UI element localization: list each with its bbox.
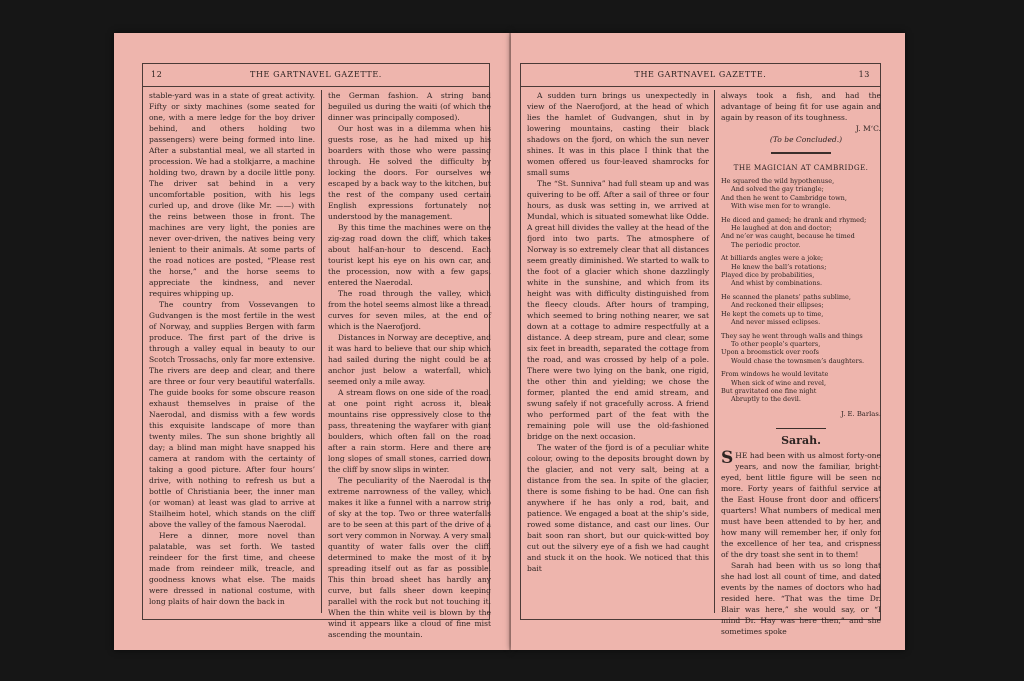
gazette-title: THE GARTNAVEL GAZETTE. [634, 70, 767, 79]
poem-line: Would chase the townsmen’s daughters. [731, 356, 865, 365]
poem-line: And solved the gay triangle; [731, 185, 824, 194]
poem-line: But gravitated one fine night [721, 386, 817, 395]
poem-line: He scanned the planets’ paths sublime, [721, 292, 851, 301]
paragraph: Here a dinner, more novel than palatable, was set forth. We tasted reindeer for the first time, and cheese made from reindeer milk, treacle, and goodness knows what else. The maids were dressed in national costume, with long plaits of hair down the back in [149, 531, 315, 606]
paragraph: By this time the machines were on the zig-zag road down the cliff, which takes about half-an-hour to descend. Each tourist kept his eye on his own car, and the procession, now with a few gaps, entered the Naerodal. [328, 223, 491, 287]
poem-line: And never missed eclipses. [731, 318, 821, 327]
poem-stanza [721, 332, 881, 366]
section-divider [771, 152, 831, 154]
paragraph: A stream flows on one side of the road, at one point right across it, bleak mountains rise oppressively close to the pass, threatening the wayfarer with giant boulders, which often fall on the road after a rain storm. Here and there are long slopes of small stones, carried down the cliff by snow slips in winter. [328, 388, 491, 474]
left-page-frame [142, 63, 491, 639]
poem-stanza [721, 254, 881, 288]
article-signature: J. M‘C. [855, 124, 881, 133]
right-page [511, 33, 905, 650]
poem-line: He knew the ball’s rotations; [731, 262, 827, 271]
poem-line: And ne’er was caught, because he timed [721, 232, 855, 241]
paragraph: The country from Vossevangen to Gudvangen is the most fertile in the west of Norway, and supplies Bergen with farm produce. The first part of the drive is through a valley equal in beauty to our Scotch Trossachs, only far more extensive. The rivers are deep and clear, and there are three or four very beautiful waterfalls. The guide books for some obscure reason exhaust themselves in praise of the Naerodal, and dismiss with a few words this exquisite landscape of more than twenty miles. The sun shone brightly all day; a blind man might have snapped his camera at random with the certainty of taking a good picture. After four hours’ drive, with nothing to refresh us but a bottle of Christiania beer, the inner man (or woman) at least was glad to arrive at Stailheim hotel, which stands on the cliff above the valley of the famous Naerodal. [149, 300, 315, 529]
poem-line: Abruptly to the devil. [731, 395, 801, 404]
paragraph: The water of the fjord is of a peculiar white colour, owing to the deposits brought down by the glacier, and not very salt, being at a distance from the sea. In spite of the glacier, there is some fishing to be had. One can fish anywhere if he has only a rod, bait, and patience. We engaged a boat at the ship’s side, rowed some distance, and cast our lines. Our bait soon ran short, but our quick-witted boy cut out the silvery eye of a fish we had caught and stuck it on the hook. We noticed that this bait [527, 443, 709, 573]
page-number: 12 [151, 70, 163, 79]
poem-line: He diced and gamed; he drank and rhymed; [721, 215, 867, 224]
running-header [521, 64, 880, 87]
left-page [114, 33, 510, 650]
paragraph: The road through the valley, which from the hotel seems almost like a thread, curves for seven miles, at the end of which is the Naerofjord. [328, 289, 491, 331]
poem-title: THE MAGICIAN AT CAMBRIDGE. [733, 163, 869, 172]
paragraph: The peculiarity of the Naerodal is the extreme narrowness of the valley, which makes it like a funnel with a narrow strip of sky at the top. Two or three waterfalls are to be seen at this part of the drive of a sort very common in Norway. A very small quantity of water falls over the cliff, determined to make the most of it by spreading itself out as far as possible. This thin broad sheet has hardly any curve, but falls sheer down keeping parallel with the rock but not touching it. When the thin white veil is blown by the wind it appears like a cloud of fine mist ascending the mountain. [328, 476, 491, 639]
poem-line: From windows he would levitate [721, 370, 829, 379]
paragraph: Our host was in a dilemma when his guests rose, as he had mixed up his boarders with those who were passing through. He solved the difficulty by locking the doors. For ourselves we escaped by a back way to the kitchen, but the rest of the company used certain English expressions fortunately not understood by the management. [328, 124, 491, 221]
poem-line: The periodic proctor. [731, 240, 801, 249]
article-title: Sarah. [781, 434, 821, 448]
poem-line: They say he went through walls and things [721, 331, 863, 340]
poem-stanza [721, 293, 881, 327]
paragraph: stable-yard was in a state of great activity. Fifty or sixty machines (some seated for one, with a mere ledge for the boy driver behind, and others holding two passengers) were being formed into line. After a substantial meal, we all started in procession. We had a stolkjarre, a machine holding two, drawn by a docile little pony. The driver sat behind in a very uncomfortable position, with his legs curled up, and drove (like Mr. ——) with the reins between those in front. The machines are very light, the ponies are never over-driven, the natives being very lenient to their animals. At some parts of the road notices are posted, “Please rest the horse,” and the horse seems to appreciate the kindness, and never requires whipping up. [149, 91, 315, 298]
paragraph [721, 450, 881, 560]
poem-line: He squared the wild hypothenuse, [721, 177, 835, 185]
poem-line: And reckoned their ellipses; [731, 301, 824, 310]
paragraph: Sarah had been with us so long that she had lost all count of time, and dated events by the names of doctors who had resided here. “That was the time Dr. Blair was here,” she would say, or “I mind Dr. Hay was here then,” and she sometimes spoke [721, 561, 881, 637]
paragraph: Distances in Norway are deceptive, and it was hard to believe that our ship which had sailed during the night could be at anchor just below a waterfall, which seemed only a mile away. [328, 333, 491, 386]
running-header [143, 64, 489, 87]
paragraph-text: HE had been with us almost forty-one years, and now the familiar, bright-eyed, bent little figure will be seen no more. Forty years of faithful service at the East House front door and officers’ quarters! What numbers of medical men must have been attended to by her, and how many will remember her, if only for the excellence of her tea, and crispness of the dry toast she sent in to them! [721, 451, 881, 560]
poem-stanza [721, 370, 881, 404]
poem-line: Played dice by probabilities, [721, 271, 815, 280]
drop-cap: S [721, 448, 734, 469]
poem-line: When sick of wine and revel, [731, 378, 827, 387]
poem-line: To other people’s quarters, [731, 339, 821, 348]
poem-author: J. E. Barlas. [841, 409, 881, 418]
poem-line: He kept the comets up to time, [721, 309, 824, 318]
continued-note: (To be Concluded.) [769, 135, 843, 144]
right-page-frame [520, 63, 881, 637]
column-2 [328, 90, 491, 639]
paragraph: the German fashion. A string band beguiled us during the waiti (of which the dinner was principally composed). [328, 91, 491, 122]
gazette-title: THE GARTNAVEL GAZETTE. [250, 70, 382, 79]
column-1 [527, 90, 715, 613]
page-number: 13 [858, 70, 870, 79]
poem-line: At billiards angles were a joke; [721, 254, 824, 263]
poem-stanza [721, 177, 881, 211]
paragraph: A sudden turn brings us unexpectedly in view of the Naerofjord, at the head of which lies the hamlet of Gudvangen, shut in by lowering mountains, casting their black shadows on the fjord, on which the sun never shines. It was in this place I think that the women offered us four-leaved shamrocks for small sums [527, 91, 709, 177]
column-1 [149, 90, 322, 613]
poem-line: And then he went to Cambridge town, [721, 193, 847, 202]
column-2 [721, 90, 881, 637]
poem-line: He laughed at don and doctor; [731, 224, 832, 233]
poem-line: With wise men for to wrangle. [731, 202, 831, 211]
paragraph: The “St. Sunniva” had full steam up and was quivering to be off. After a sail of three or four hours, as dusk was setting in, we arrived at Mundal, which is situated somewhat like Odde. A great hill divides the valley at the head of the fjord into two parts. The atmosphere of Norway is so extremely clear that all distances seem greatly diminished. We started to walk to the foot of a glacier which shone dazzlingly white in the sunshine, and which from its height was with difficulty distinguished from the fleecy clouds. After hours of tramping, which seemed to bring nothing nearer, we sat down at a cottage to admire respectfully at a distance. A deep stream, pure and clear, some six feet in breadth, separated the cottage from the road, and was crossed by help of a pole. There were two lying on the bank, one rigid, the other thin and yielding; we chose the former, planted the end amid stream, and swung safely if not gracefully across. A friend who performed part of the feat with the remaining pole will use the old-fashioned bridge on the next occasion. [527, 179, 709, 441]
poem-line: Upon a broomstick over roofs [721, 348, 819, 357]
poem-stanza [721, 216, 881, 250]
paragraph: always took a fish, and had the advantage of being fit for use again and again by reason of its toughness. [721, 91, 881, 122]
section-divider [776, 428, 826, 430]
poem-line: And whist by combinations. [731, 279, 823, 288]
